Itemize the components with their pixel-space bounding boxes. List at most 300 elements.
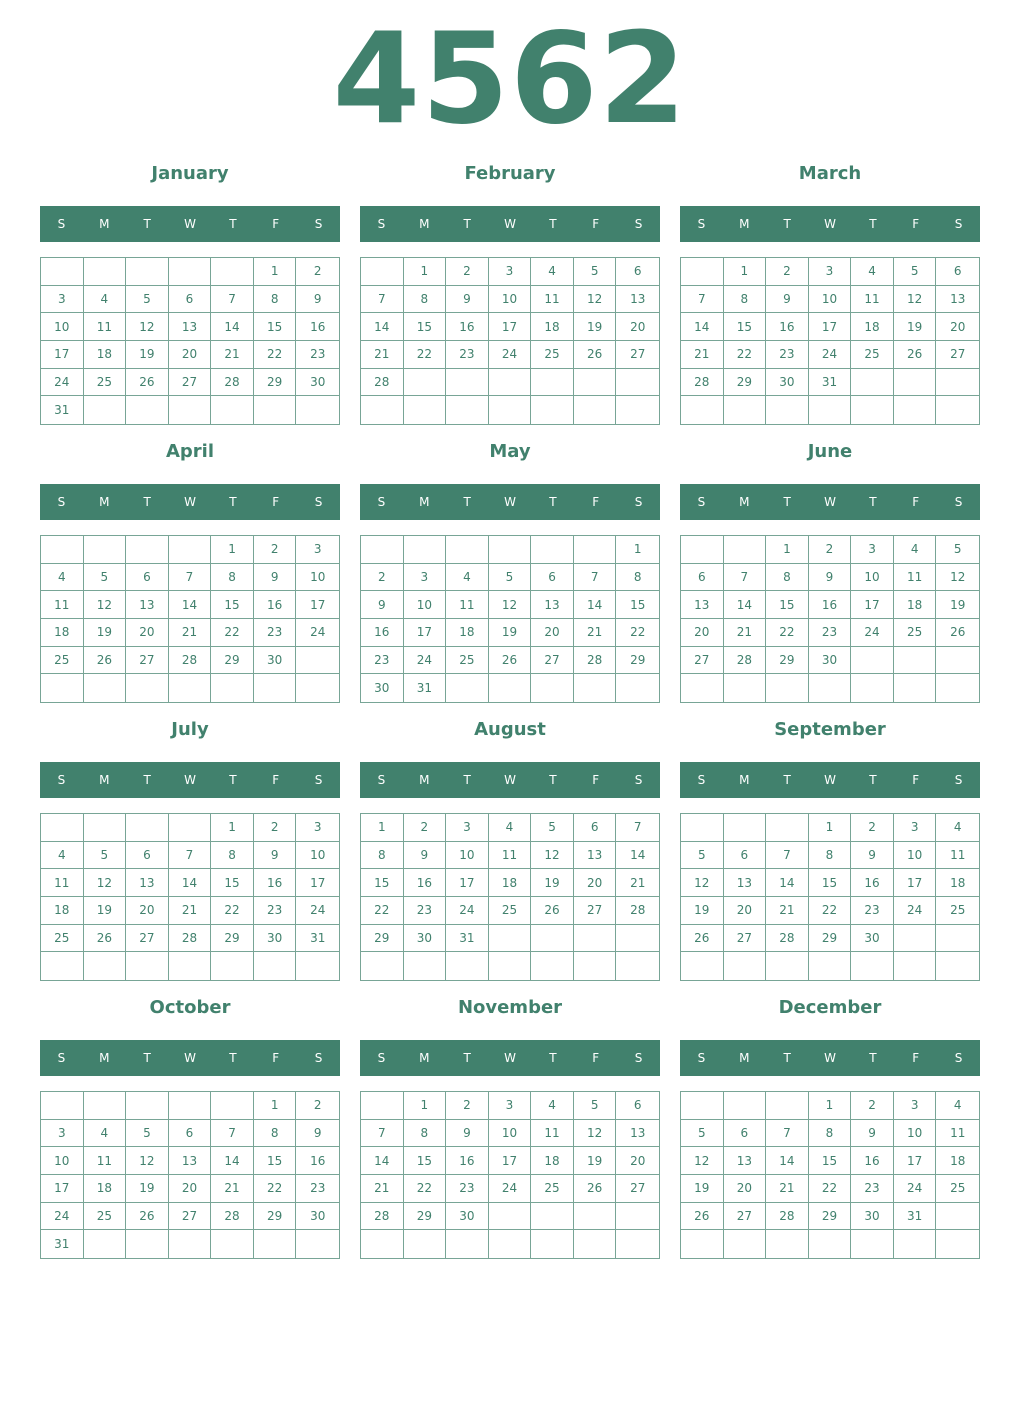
empty-cell [681,1230,724,1258]
empty-cell [574,396,617,424]
empty-cell [169,952,212,980]
weekday-label: T [229,217,237,231]
day-cell: 1 [254,258,297,286]
day-cell: 31 [809,369,852,397]
day-cell: 13 [724,1147,767,1175]
day-cell: 31 [894,1203,937,1231]
day-cell: 8 [724,286,767,314]
empty-cell [894,1230,937,1258]
day-cell: 11 [531,286,574,314]
day-cell: 28 [574,647,617,675]
day-cell: 12 [84,869,127,897]
day-cell: 27 [724,925,767,953]
day-cell: 7 [211,286,254,314]
empty-cell [361,952,404,980]
day-cell: 4 [894,536,937,564]
day-cell: 15 [254,313,297,341]
empty-cell [404,536,447,564]
day-cell: 10 [296,842,339,870]
day-cell: 15 [211,591,254,619]
empty-cell [894,369,937,397]
day-cell: 28 [681,369,724,397]
day-cell: 14 [766,869,809,897]
empty-cell [936,369,979,397]
day-cell: 2 [404,814,447,842]
day-grid [360,257,660,425]
empty-cell [531,1230,574,1258]
day-cell: 8 [361,842,404,870]
empty-cell [574,952,617,980]
day-cell: 2 [809,536,852,564]
day-cell: 12 [681,869,724,897]
day-cell: 21 [681,341,724,369]
weekday-header [360,206,660,242]
day-cell: 12 [574,1120,617,1148]
empty-cell [254,674,297,702]
day-cell: 19 [531,869,574,897]
day-cell: 19 [84,897,127,925]
day-cell: 9 [254,564,297,592]
day-grid [360,813,660,981]
day-cell: 24 [446,897,489,925]
weekday-label: T [463,773,471,787]
day-cell: 11 [446,591,489,619]
empty-cell [894,647,937,675]
empty-cell [724,536,767,564]
day-cell: 26 [84,647,127,675]
day-cell: 19 [936,591,979,619]
day-cell: 5 [894,258,937,286]
day-cell: 4 [851,258,894,286]
empty-cell [851,369,894,397]
weekday-label: W [184,773,196,787]
day-cell: 22 [361,897,404,925]
weekday-label: M [419,495,430,509]
day-cell: 7 [681,286,724,314]
empty-cell [84,1230,127,1258]
day-cell: 16 [296,1147,339,1175]
weekday-label: T [869,773,877,787]
day-cell: 6 [616,258,659,286]
empty-cell [851,647,894,675]
day-cell: 17 [41,341,84,369]
day-cell: 11 [936,1120,979,1148]
empty-cell [766,952,809,980]
day-cell: 20 [724,1175,767,1203]
empty-cell [724,814,767,842]
empty-cell [894,925,937,953]
day-cell: 30 [361,674,404,702]
empty-cell [84,258,127,286]
day-grid [40,257,340,425]
day-cell: 5 [574,258,617,286]
empty-cell [446,1230,489,1258]
empty-cell [404,396,447,424]
weekday-label: F [912,217,920,231]
day-cell: 26 [681,925,724,953]
empty-cell [531,1203,574,1231]
empty-cell [766,1092,809,1120]
weekday-label: F [272,495,280,509]
day-cell: 6 [531,564,574,592]
weekday-label: M [739,773,750,787]
day-cell: 28 [169,647,212,675]
weekday-label: S [314,1051,323,1065]
day-cell: 10 [809,286,852,314]
day-cell: 11 [936,842,979,870]
day-cell: 19 [894,313,937,341]
day-cell: 30 [809,647,852,675]
weekday-label: S [57,217,66,231]
empty-cell [681,258,724,286]
empty-cell [169,674,212,702]
day-cell: 19 [126,1175,169,1203]
day-cell: 25 [446,647,489,675]
weekday-label: F [592,495,600,509]
weekday-label: S [377,1051,386,1065]
empty-cell [361,396,404,424]
day-cell: 19 [574,1147,617,1175]
day-cell: 26 [126,369,169,397]
day-cell: 17 [446,869,489,897]
day-cell: 8 [254,286,297,314]
empty-cell [681,536,724,564]
empty-cell [489,952,532,980]
day-grid [680,1091,980,1259]
empty-cell [126,536,169,564]
day-cell: 14 [169,869,212,897]
day-cell: 9 [851,1120,894,1148]
weekday-label: T [229,773,237,787]
day-cell: 17 [809,313,852,341]
day-cell: 25 [531,1175,574,1203]
day-cell: 3 [41,286,84,314]
day-cell: 30 [296,1203,339,1231]
day-grid [680,813,980,981]
day-cell: 8 [254,1120,297,1148]
empty-cell [84,674,127,702]
day-cell: 10 [851,564,894,592]
weekday-label: F [592,217,600,231]
month-name: December [778,997,882,1018]
day-cell: 1 [404,1092,447,1120]
day-cell: 26 [681,1203,724,1231]
month-name: September [774,719,886,740]
day-grid [680,257,980,425]
day-cell: 13 [169,313,212,341]
empty-cell [446,396,489,424]
day-cell: 8 [211,842,254,870]
weekday-label: W [824,217,836,231]
day-cell: 26 [489,647,532,675]
day-cell: 29 [254,369,297,397]
day-cell: 24 [296,897,339,925]
empty-cell [616,369,659,397]
weekday-label: T [143,495,151,509]
empty-cell [211,952,254,980]
day-cell: 11 [84,313,127,341]
day-cell: 20 [936,313,979,341]
day-cell: 21 [169,619,212,647]
empty-cell [211,1092,254,1120]
day-cell: 10 [489,1120,532,1148]
empty-cell [254,396,297,424]
day-cell: 22 [404,341,447,369]
day-cell: 7 [361,1120,404,1148]
weekday-label: T [549,1051,557,1065]
empty-cell [296,396,339,424]
weekday-label: W [504,495,516,509]
day-cell: 4 [41,564,84,592]
empty-cell [361,1230,404,1258]
day-cell: 21 [766,1175,809,1203]
day-cell: 24 [489,1175,532,1203]
empty-cell [531,536,574,564]
empty-cell [446,952,489,980]
day-cell: 7 [169,564,212,592]
day-cell: 18 [851,313,894,341]
day-cell: 17 [404,619,447,647]
day-cell: 4 [489,814,532,842]
empty-cell [531,925,574,953]
day-cell: 10 [446,842,489,870]
empty-cell [851,952,894,980]
day-cell: 6 [169,286,212,314]
day-cell: 24 [489,341,532,369]
month-name: March [798,163,862,184]
empty-cell [296,647,339,675]
day-cell: 16 [809,591,852,619]
day-cell: 16 [254,591,297,619]
day-cell: 5 [681,1120,724,1148]
weekday-label: T [549,217,557,231]
empty-cell [126,1092,169,1120]
weekday-label: F [912,1051,920,1065]
day-cell: 11 [84,1147,127,1175]
empty-cell [169,258,212,286]
day-cell: 11 [489,842,532,870]
day-cell: 6 [936,258,979,286]
day-grid [40,535,340,703]
day-cell: 11 [851,286,894,314]
day-cell: 24 [809,341,852,369]
day-cell: 14 [681,313,724,341]
weekday-label: T [229,1051,237,1065]
weekday-label: M [99,217,110,231]
day-cell: 18 [936,869,979,897]
weekday-label: S [377,495,386,509]
empty-cell [681,814,724,842]
empty-cell [169,1092,212,1120]
day-cell: 6 [724,842,767,870]
day-cell: 21 [211,1175,254,1203]
day-cell: 16 [446,313,489,341]
weekday-label: F [272,1051,280,1065]
day-cell: 26 [894,341,937,369]
day-cell: 27 [126,925,169,953]
day-cell: 29 [211,925,254,953]
day-cell: 13 [936,286,979,314]
empty-cell [126,1230,169,1258]
day-cell: 16 [404,869,447,897]
empty-cell [574,674,617,702]
day-cell: 26 [84,925,127,953]
day-cell: 5 [126,1120,169,1148]
day-cell: 5 [126,286,169,314]
day-cell: 25 [41,925,84,953]
day-cell: 8 [809,842,852,870]
day-cell: 4 [41,842,84,870]
day-cell: 7 [361,286,404,314]
day-cell: 24 [296,619,339,647]
day-cell: 3 [894,814,937,842]
day-cell: 2 [851,1092,894,1120]
month-name: February [464,163,556,184]
empty-cell [41,1092,84,1120]
day-cell: 20 [126,619,169,647]
empty-cell [809,674,852,702]
weekday-label: F [272,217,280,231]
empty-cell [936,396,979,424]
day-grid [40,813,340,981]
day-cell: 27 [724,1203,767,1231]
empty-cell [616,396,659,424]
day-cell: 9 [809,564,852,592]
day-cell: 30 [404,925,447,953]
day-cell: 4 [936,1092,979,1120]
weekday-label: T [143,217,151,231]
day-cell: 12 [574,286,617,314]
day-cell: 12 [894,286,937,314]
weekday-header [680,1040,980,1076]
weekday-label: F [272,773,280,787]
day-cell: 31 [41,1230,84,1258]
day-cell: 5 [936,536,979,564]
empty-cell [531,674,574,702]
day-cell: 20 [681,619,724,647]
day-cell: 30 [446,1203,489,1231]
empty-cell [724,674,767,702]
weekday-label: T [783,1051,791,1065]
day-cell: 22 [211,897,254,925]
day-cell: 1 [361,814,404,842]
empty-cell [404,952,447,980]
weekday-label: S [57,773,66,787]
day-cell: 22 [211,619,254,647]
day-cell: 29 [254,1203,297,1231]
empty-cell [84,814,127,842]
weekday-header [360,484,660,520]
month-name: October [149,997,231,1018]
day-cell: 7 [724,564,767,592]
day-cell: 21 [361,1175,404,1203]
weekday-label: F [912,773,920,787]
weekday-label: S [697,217,706,231]
empty-cell [169,396,212,424]
day-cell: 24 [851,619,894,647]
day-cell: 3 [296,536,339,564]
day-cell: 15 [404,313,447,341]
weekday-label: W [184,217,196,231]
day-cell: 31 [41,396,84,424]
weekday-label: M [419,217,430,231]
weekday-label: S [314,217,323,231]
weekday-label: W [824,773,836,787]
empty-cell [724,1092,767,1120]
empty-cell [296,952,339,980]
empty-cell [681,1092,724,1120]
weekday-header [40,484,340,520]
day-cell: 9 [404,842,447,870]
day-cell: 6 [681,564,724,592]
day-cell: 20 [169,341,212,369]
day-cell: 1 [809,1092,852,1120]
day-cell: 13 [681,591,724,619]
empty-cell [404,369,447,397]
day-cell: 13 [531,591,574,619]
day-cell: 16 [851,1147,894,1175]
empty-cell [84,536,127,564]
day-cell: 6 [169,1120,212,1148]
weekday-label: S [377,217,386,231]
day-cell: 2 [296,258,339,286]
empty-cell [616,674,659,702]
day-cell: 25 [936,897,979,925]
empty-cell [531,396,574,424]
empty-cell [766,1230,809,1258]
weekday-label: S [697,495,706,509]
day-cell: 9 [851,842,894,870]
day-cell: 29 [766,647,809,675]
weekday-label: T [783,495,791,509]
empty-cell [361,258,404,286]
day-cell: 27 [936,341,979,369]
day-cell: 20 [574,869,617,897]
day-cell: 15 [724,313,767,341]
empty-cell [766,814,809,842]
day-cell: 24 [404,647,447,675]
month-name: November [457,997,563,1018]
day-cell: 19 [681,1175,724,1203]
day-cell: 28 [766,1203,809,1231]
day-cell: 7 [574,564,617,592]
empty-cell [936,647,979,675]
day-cell: 24 [41,1203,84,1231]
empty-cell [894,952,937,980]
empty-cell [724,396,767,424]
day-cell: 21 [169,897,212,925]
day-cell: 2 [446,1092,489,1120]
day-cell: 9 [254,842,297,870]
weekday-label: T [549,495,557,509]
day-cell: 2 [296,1092,339,1120]
empty-cell [851,674,894,702]
weekday-label: M [99,773,110,787]
day-cell: 30 [296,369,339,397]
empty-cell [531,369,574,397]
day-cell: 11 [41,869,84,897]
day-cell: 14 [361,313,404,341]
day-cell: 27 [616,1175,659,1203]
day-cell: 29 [724,369,767,397]
weekday-header [40,1040,340,1076]
day-cell: 2 [254,814,297,842]
weekday-label: S [314,495,323,509]
day-cell: 10 [41,313,84,341]
weekday-label: T [463,495,471,509]
day-cell: 3 [894,1092,937,1120]
day-cell: 17 [489,313,532,341]
